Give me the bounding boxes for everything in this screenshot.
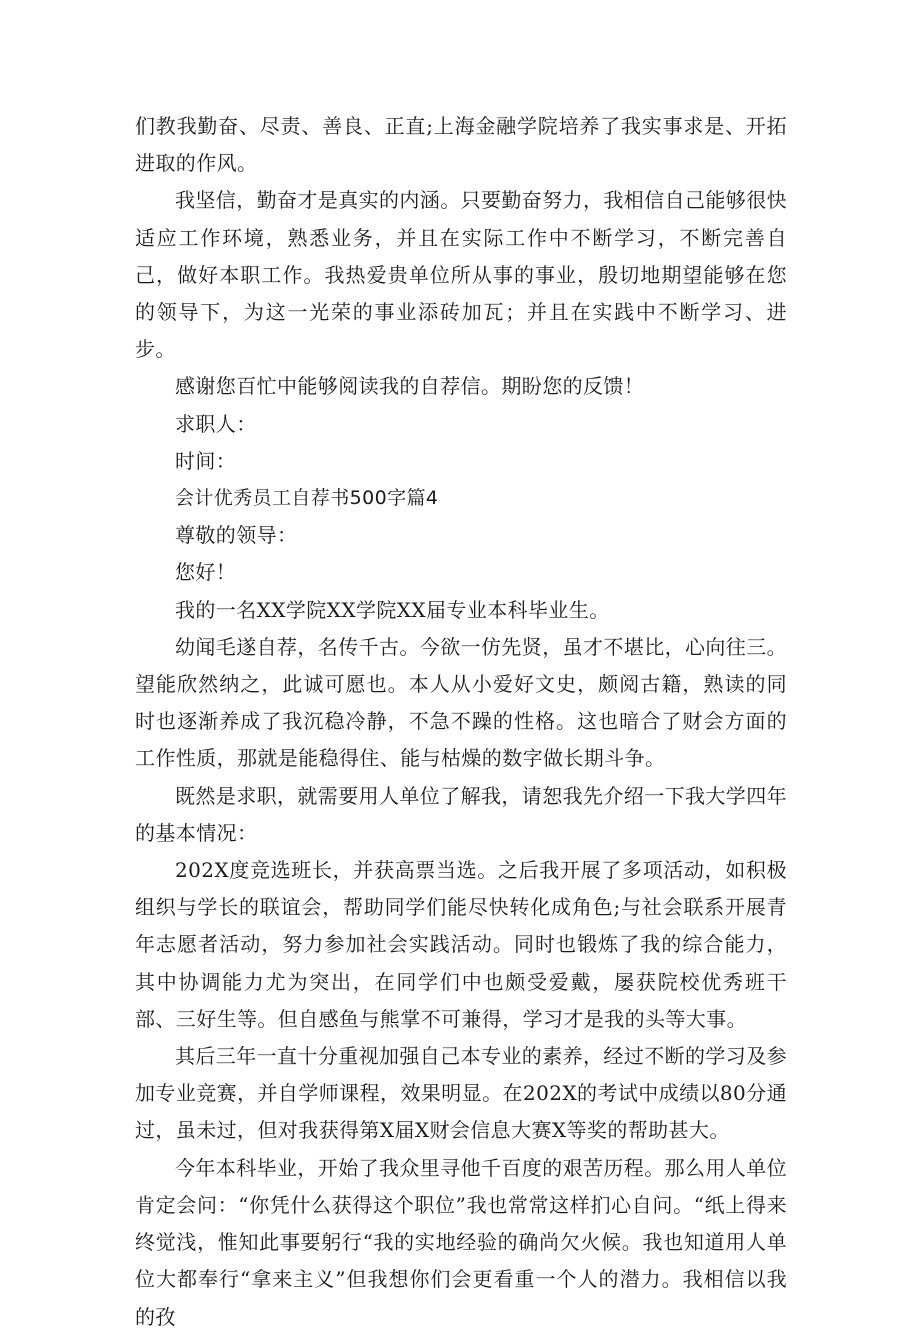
document-body (135, 108, 787, 1336)
paragraph: 们教我勤奋、尽责、善良、正直;上海金融学院培养了我实事求是、开拓进取的作风。 (135, 114, 787, 176)
paragraph: 我的一名XX学院XX学院XX届专业本科毕业生。 (175, 597, 610, 622)
section-heading: 会计优秀员工自荐书500字篇4 (175, 487, 439, 510)
applicant-line: 求职人： (175, 411, 257, 436)
date-line: 时间： (175, 448, 237, 473)
paragraph: 202X度竞选班长，并获高票当选。之后我开展了多项活动，如积极组织与学长的联谊会，帮助同学们能尽快转化成角色;与社会联系开展青年志愿者活动，努力参加社会实践活动。同时也锻炼了我的综合能力，其中协调能力尤为突出，在同学们中也颇受爱戴，屡获院校优秀班干部、三好生等。但自感鱼与熊掌不可兼得，学习才是我的头等大事。 (135, 858, 787, 1031)
paragraph: 今年本科毕业，开始了我众里寻他千百度的艰苦历程。那么用人单位肯定会问：“你凭什么获得这个职位”我也常常这样扪心自问。“纸上得来终觉浅，惟知此事要躬行“我的实地经验的确尚欠火候。我也知道用人单位大都奉行“拿来主义”但我想你们会更看重一个人的潜力。我相信以我的孜 (135, 1155, 787, 1329)
paragraph: 其后三年一直十分重视加强自己本专业的素养，经过不断的学习及参加专业竞赛，并自学师课程，效果明显。在202X的考试中成绩以80分通过，虽未过，但对我获得第X届X财会信息大赛X等奖的帮助甚大。 (135, 1044, 787, 1143)
paragraph: 既然是求职，就需要用人单位了解我，请恕我先介绍一下我大学四年的基本情况： (135, 783, 787, 845)
paragraph: 幼闻毛遂自荐，名传千古。今欲一仿先贤，虽才不堪比，心向往三。望能欣然纳之，此诚可愿也。本人从小爱好文史，颇阅古籍，熟读的同时也逐渐养成了我沉稳冷静，不急不躁的性格。这也暗合了财会方面的工作性质，那就是能稳得住、能与枯燥的数字做长期斗争。 (135, 634, 787, 771)
paragraph: 我坚信，勤奋才是真实的内涵。只要勤奋努力，我相信自己能够很快适应工作环境，熟悉业务，并且在实际工作中不断学习，不断完善自己，做好本职工作。我热爱贵单位所从事的事业，殷切地期望能够在您的领导下，为这一光荣的事业添砖加瓦；并且在实践中不断学习、进步。 (135, 188, 787, 362)
salutation: 尊敬的领导： (175, 523, 298, 548)
paragraph: 感谢您百忙中能够阅读我的自荐信。期盼您的反馈！ (175, 374, 645, 399)
greeting: 您好！ (175, 560, 237, 585)
